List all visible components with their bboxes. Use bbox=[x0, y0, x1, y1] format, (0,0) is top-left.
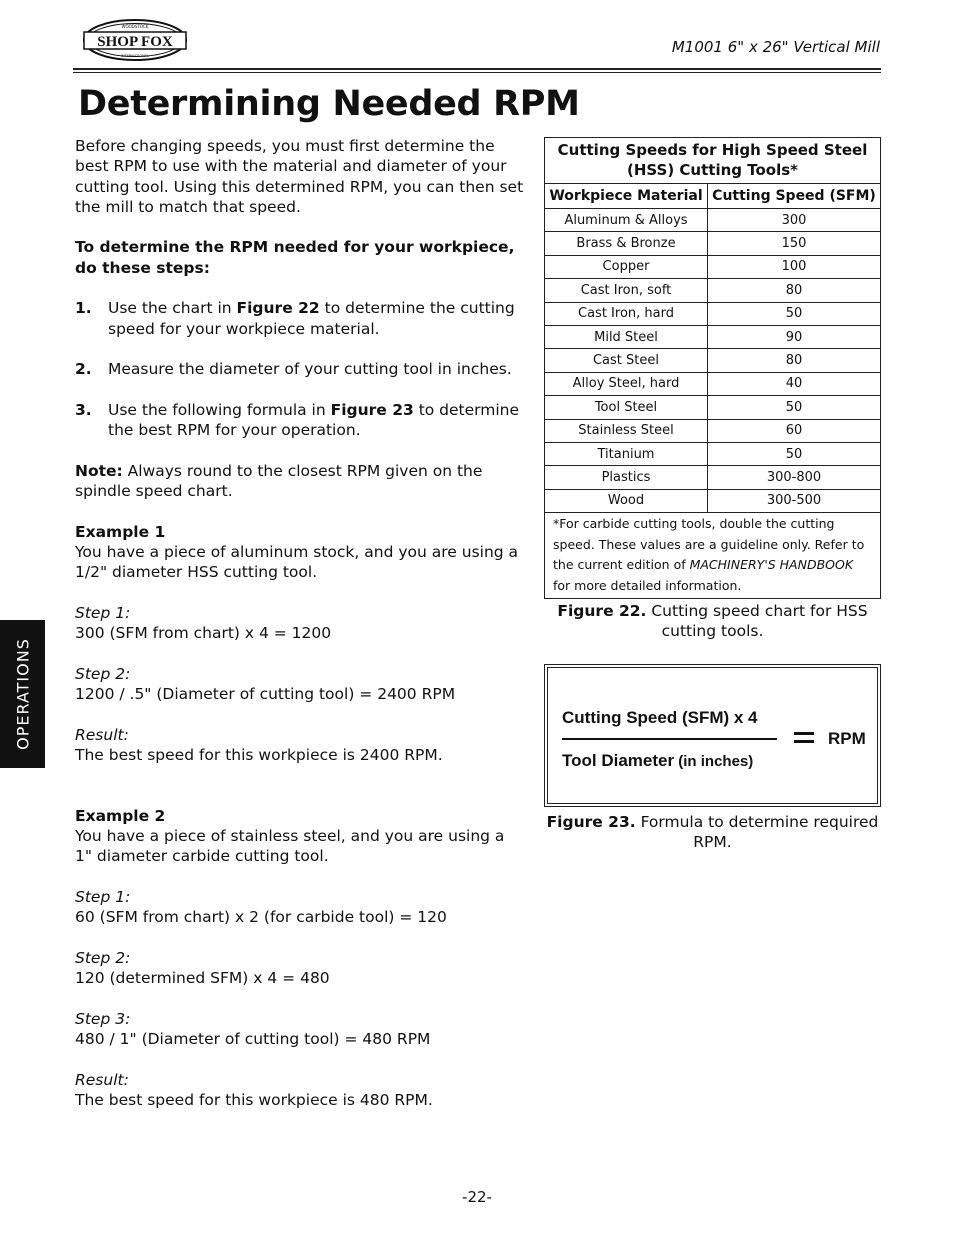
example-label: Result: bbox=[75, 1070, 129, 1089]
table-row bbox=[545, 442, 881, 465]
speed-cell: 300-800 bbox=[708, 466, 881, 489]
step-3 bbox=[75, 400, 525, 441]
formula-inner-frame bbox=[547, 667, 878, 804]
formula-numerator: Cutting Speed (SFM) x 4 bbox=[562, 708, 758, 727]
speed-cell: 50 bbox=[708, 442, 881, 465]
table-row bbox=[545, 279, 881, 302]
material-cell: Plastics bbox=[545, 466, 708, 489]
table-row bbox=[545, 396, 881, 419]
cutting-speed-table bbox=[544, 137, 881, 599]
step-text: Use the chart in Figure 22 to determine the cutting speed for your workpiece material. bbox=[108, 299, 515, 338]
example-label: Step 1: bbox=[75, 603, 131, 622]
column-header-speed: Cutting Speed (SFM) bbox=[708, 184, 881, 209]
material-cell: Wood bbox=[545, 489, 708, 512]
table-caption: Cutting Speeds for High Speed Steel (HSS) Cutting Tools* bbox=[545, 138, 881, 184]
section-tab bbox=[0, 620, 45, 768]
example-label: Step 2: bbox=[75, 664, 131, 683]
material-cell: Alloy Steel, hard bbox=[545, 372, 708, 395]
example-1-title: Example 1 bbox=[75, 522, 166, 541]
rpm-formula bbox=[544, 664, 881, 807]
example-calc: 1200 / .5" (Diameter of cutting tool) = 2400 RPM bbox=[75, 685, 456, 704]
note: Note: Always round to the closest RPM given on the spindle speed chart. bbox=[75, 461, 483, 501]
intro-paragraph: Before changing speeds, you must first determine the best RPM to use with the material and diameter of your cutting tool. Using this determined RPM, you can then set the mill to match that speed. bbox=[75, 137, 524, 216]
table-row bbox=[545, 325, 881, 348]
example-1-description: You have a piece of aluminum stock, and you are using a 1/2" diameter HSS cutting tool. bbox=[75, 542, 519, 582]
speed-cell: 40 bbox=[708, 372, 881, 395]
material-cell: Cast Iron, soft bbox=[545, 279, 708, 302]
table-footnote-row bbox=[545, 513, 881, 599]
figure-ref: Figure 22 bbox=[236, 299, 320, 318]
step-text: Measure the diameter of your cutting tool in inches. bbox=[108, 360, 512, 379]
example-label: Step 1: bbox=[75, 887, 131, 906]
figure-ref: Figure 23 bbox=[330, 400, 414, 419]
table-row bbox=[545, 209, 881, 232]
speed-cell: 300-500 bbox=[708, 489, 881, 512]
manual-title: M1001 6" x 26" Vertical Mill bbox=[671, 38, 880, 56]
example-label: Result: bbox=[75, 725, 129, 744]
table-row bbox=[545, 466, 881, 489]
table-footnote: *For carbide cutting tools, double the cutting speed. These values are a guideline only. Refer to the current edition of MACHINERY'S HANDBOOK for more detailed information. bbox=[545, 513, 881, 599]
speed-cell: 90 bbox=[708, 325, 881, 348]
speed-cell: 100 bbox=[708, 255, 881, 278]
step-1 bbox=[75, 298, 525, 339]
speed-cell: 80 bbox=[708, 349, 881, 372]
section-tab-label: OPERATIONS bbox=[13, 638, 32, 750]
fraction-bar bbox=[562, 738, 777, 740]
material-cell: Copper bbox=[545, 255, 708, 278]
material-cell: Titanium bbox=[545, 442, 708, 465]
step-text: Use the following formula in Figure 23 to determine the best RPM for your operation. bbox=[108, 400, 520, 440]
figure-label: Figure 22. bbox=[557, 602, 647, 620]
speed-cell: 50 bbox=[708, 396, 881, 419]
material-cell: Cast Steel bbox=[545, 349, 708, 372]
formula-result: RPM bbox=[828, 729, 866, 748]
example-result: The best speed for this workpiece is 2400 RPM. bbox=[75, 745, 443, 764]
table-row bbox=[545, 372, 881, 395]
equals-sign bbox=[794, 732, 814, 748]
step-number: 1. bbox=[75, 299, 92, 318]
step-number: 3. bbox=[75, 400, 92, 419]
material-cell: Brass & Bronze bbox=[545, 232, 708, 255]
table-row bbox=[545, 255, 881, 278]
table-row bbox=[545, 232, 881, 255]
material-cell: Mild Steel bbox=[545, 325, 708, 348]
speed-cell: 50 bbox=[708, 302, 881, 325]
example-label: Step 3: bbox=[75, 1009, 131, 1028]
speed-cell: 300 bbox=[708, 209, 881, 232]
figure-label: Figure 23. bbox=[546, 813, 636, 831]
formula-denominator: Tool Diameter (in inches) bbox=[562, 751, 754, 770]
example-2-title: Example 2 bbox=[75, 806, 166, 825]
logo-arc-bottom: INTERNATIONAL bbox=[120, 54, 150, 58]
speed-cell: 150 bbox=[708, 232, 881, 255]
logo-arc-top: WOODSTOCK bbox=[121, 24, 149, 29]
material-cell: Cast Iron, hard bbox=[545, 302, 708, 325]
header-rule bbox=[73, 68, 881, 70]
example-result: The best speed for this workpiece is 480 RPM. bbox=[75, 1090, 433, 1109]
table-row bbox=[545, 419, 881, 442]
example-label: Step 2: bbox=[75, 948, 131, 967]
material-cell: Tool Steel bbox=[545, 396, 708, 419]
example-calc: 480 / 1" (Diameter of cutting tool) = 480 RPM bbox=[75, 1030, 431, 1049]
material-cell: Aluminum & Alloys bbox=[545, 209, 708, 232]
table-row bbox=[545, 349, 881, 372]
example-calc: 60 (SFM from chart) x 2 (for carbide tool) = 120 bbox=[75, 908, 447, 927]
page-title: Determining Needed RPM bbox=[78, 84, 580, 124]
example-calc: 300 (SFM from chart) x 4 = 1200 bbox=[75, 624, 332, 643]
figure-23-caption: Figure 23. Formula to determine required RPM. bbox=[546, 813, 879, 852]
logo-text: SHOP FOX bbox=[97, 34, 173, 50]
shop-fox-logo bbox=[82, 18, 188, 62]
table-row bbox=[545, 489, 881, 512]
figure-22-caption: Figure 22. Cutting speed chart for HSS cutting tools. bbox=[557, 602, 868, 641]
example-2-description: You have a piece of stainless steel, and you are using a 1" diameter carbide cutting tool. bbox=[75, 827, 505, 866]
header-rule-thin bbox=[73, 72, 881, 73]
handbook-title: MACHINERY'S HANDBOOK bbox=[689, 557, 854, 573]
speed-cell: 60 bbox=[708, 419, 881, 442]
material-cell: Stainless Steel bbox=[545, 419, 708, 442]
instructions-column bbox=[75, 136, 525, 1110]
example-calc: 120 (determined SFM) x 4 = 480 bbox=[75, 969, 330, 988]
steps-heading: To determine the RPM needed for your workpiece, do these steps: bbox=[75, 238, 515, 277]
page-number: -22- bbox=[462, 1188, 492, 1206]
table-row bbox=[545, 302, 881, 325]
speed-cell: 80 bbox=[708, 279, 881, 302]
step-number: 2. bbox=[75, 360, 92, 379]
step-2 bbox=[75, 359, 525, 379]
column-header-material: Workpiece Material bbox=[545, 184, 708, 209]
note-label: Note: bbox=[75, 461, 123, 480]
